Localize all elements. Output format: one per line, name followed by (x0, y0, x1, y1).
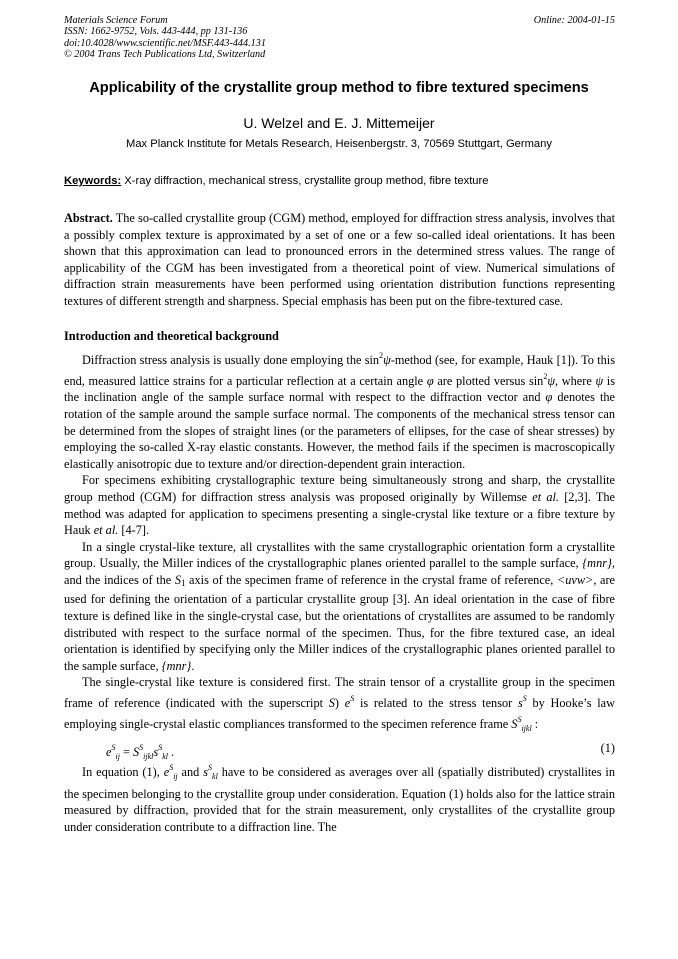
abstract (64, 210, 615, 310)
paragraph-3: In a single crystal-like texture, all crystallites with the same crystallographic orientation form a crystallite group. Usually, the Miller indices of the crystallographic planes oriented parallel to the sample surface, {mnr}, and the indices of the $S_1$ axis of the specimen frame of reference in the crystal frame of reference, <uvw>, are used for defining the orientation of a particular crystallite group [3]. An ideal orientation in the case of fibre texture is defined like in the single-crystal case, but the orientations of crystallites are assumed to be randomly distributed with respect to the surface normal of the specimen. Thus, for the fibre textured case, an ideal orientation is identified by specifying only the Miller indices of the crystallographic planes oriented parallel to the sample surface, {mnr}. (64, 539, 615, 673)
section-heading: Introduction and theoretical background (64, 328, 279, 343)
author-affiliation: Max Planck Institute for Metals Research, Heisenbergstr. 3, 70569 Stuttgart, Germany (126, 138, 552, 150)
keywords-text: X-ray diffraction, mechanical stress, crystallite group method, fibre texture (121, 175, 489, 187)
abstract-text: The so-called crystallite group (CGM) method, employed for diffraction stress analysis, involves that a possibly complex texture is approximated by a set of one or a few so-called ideal orientations. It has been shown that this approximation can lead to pronounced errors in the determined stress values. The range of applicability of the CGM has been investigated from a theoretical point of view. Numerical simulations of diffraction strain measurements have been performed using orientation distribution functions representing textures of different strength and sharpness. Special emphasis has been put on the fibre-textured case. (64, 211, 615, 308)
online-date: Online: 2004-01-15 (533, 15, 615, 26)
equation-expression: $e^S_{ij} = S^S_{ijkl}s^S_{kl}$ . (106, 743, 175, 762)
abstract-label: Abstract. (64, 211, 113, 225)
paper-authors: U. Welzel and E. J. Mittemeijer (243, 115, 435, 131)
doi-line: doi:10.4028/www.scientific.net/MSF.443-444.131 (64, 37, 266, 49)
paper-title: Applicability of the crystallite group method to fibre textured specimens (89, 80, 589, 96)
paragraph-2: For specimens exhibiting crystallographic texture being simultaneously strong and sharp, the crystallite group method (CGM) for diffraction stress analysis was proposed originally by Willemse et al. [2,3]. The method was adapted for application to specimens presenting a single-crystal like texture or a fibre texture by Hauk et al. [4-7]. (64, 473, 615, 538)
journal-name: Materials Science Forum (64, 15, 168, 26)
issn-line: ISSN: 1662-9752, Vols. 443-444, pp 131-136 (64, 26, 248, 38)
equation-number: (1) (600, 741, 615, 756)
journal-header (64, 15, 615, 61)
paragraph-4: The single-crystal like texture is considered first. The strain tensor of a crystallite group in the specimen frame of reference (indicated with the superscript S) $e^S$ is related to the stress tensor $s^S$ by Hooke’s law employing single-crystal elastic compliances transformed to the specimen reference frame $S^S_{ijkl}$ : (64, 675, 615, 733)
paragraph-1: Diffraction stress analysis is usually done employing the $\sin^2\psi$-method (see, for example, Hauk [1]). To this end, measured lattice strains for a particular reflection at a certain angle φ are plotted versus $\sin^2\psi$, where ψ is the inclination angle of the sample surface normal with respect to the diffraction vector and φ denotes the rotation of the sample around the sample surface normal. The components of the mechanical stress tensor can be determined from the slopes of straight lines (or the parameters of ellipses, for the case of shear stresses) by employing the so-called X-ray elastic constants. However, the method fails if the specimen is macroscopically elastically anisotropic due to texture and/or direction-dependent grain interaction. (64, 351, 616, 471)
copyright-line: © 2004 Trans Tech Publications Ltd, Switzerland (64, 49, 266, 61)
keywords-label: Keywords: (64, 175, 122, 187)
paper-body (64, 210, 615, 836)
keywords (64, 175, 624, 187)
paragraph-5: In equation (1), $e^S_{ij}$ and $s^S_{kl}$ have to be considered as averages over all (spatially distributed) crystallites in the specimen belonging to the crystallite group under consideration. Equation (1) holds also for the lattice strain measured by diffraction, provided that for the strain measurement, only crystallites of the crystallite group under consideration contribute to a diffraction line. The (64, 763, 615, 834)
equation-1 (64, 738, 615, 760)
